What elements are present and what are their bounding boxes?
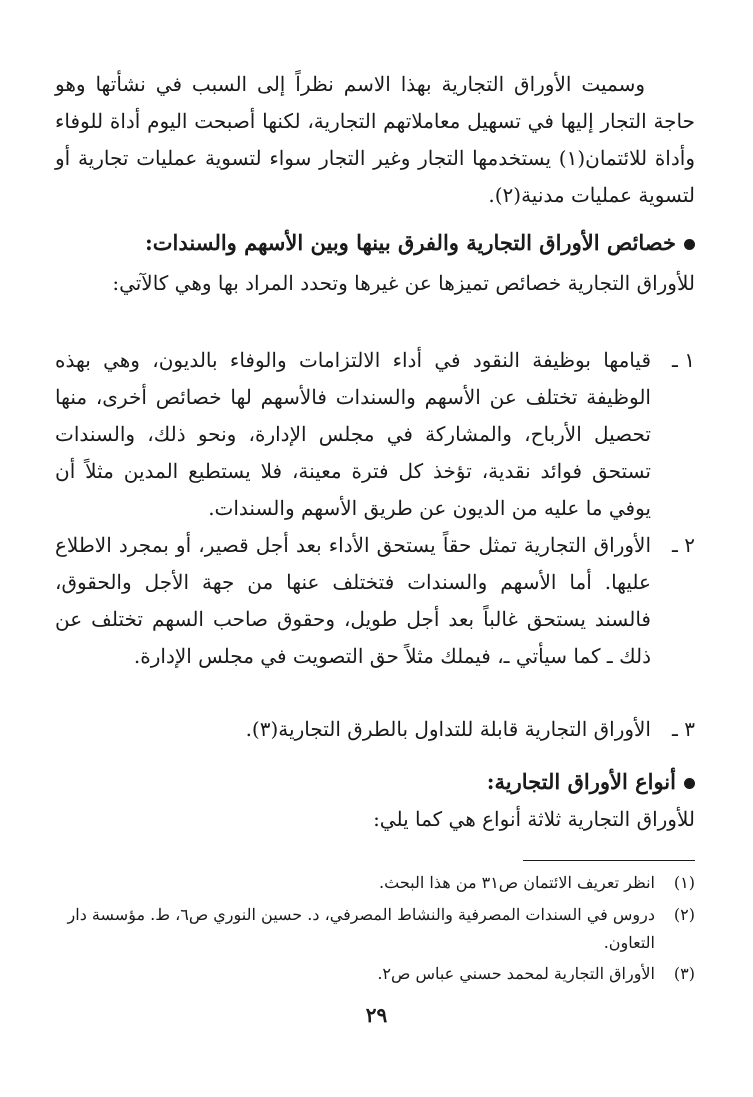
footnote bbox=[55, 901, 695, 957]
section-heading-types bbox=[55, 765, 695, 799]
footnote-text: انظر تعريف الائتمان ص٣١ من هذا البحث. bbox=[379, 873, 655, 892]
intro-paragraph bbox=[55, 66, 695, 214]
footnote bbox=[55, 869, 695, 897]
footnote-divider bbox=[523, 860, 695, 861]
footnote bbox=[55, 960, 695, 988]
footnote-text: الأوراق التجارية لمحمد حسني عباس ص٢. bbox=[377, 964, 655, 983]
list-item-number: ٣ ـ bbox=[672, 717, 695, 741]
section-intro-paragraph: للأوراق التجارية خصائص تميزها عن غيرها وتحدد المراد بها وهي كالآتي: bbox=[112, 271, 695, 295]
list-item-text: قيامها بوظيفة النقود في أداء الالتزامات والوفاء بالديون، وهي بهذه الوظيفة تختلف عن الأسهم والسندات فالأسهم لها خصائص أخرى، منها تحصيل الأرباح، والمشاركة في مجلس الإدارة، ونحو ذلك، والسندات تستحق فوائد نقدية، تؤخذ كل فترة معينة، فلا يستطيع المدين مثلاً أن يوفي ما عليه من الديون عن طريق الأسهم والسندات. bbox=[55, 348, 651, 520]
list-item-number: ٢ ـ bbox=[672, 533, 695, 557]
list-item bbox=[55, 342, 695, 527]
list-item-text: الأوراق التجارية تمثل حقاً يستحق الأداء بعد أجل قصير، أو بمجرد الاطلاع عليها. أما الأسهم والسندات فتختلف عنها من جهة الأجل والحقوق، فالسند يستحق غالباً بعد أجل طويل، وحقوق صاحب السهم تختلف عن ذلك ـ كما سيأتي ـ، فيملك مثلاً حق التصويت في مجلس الإدارة. bbox=[55, 533, 651, 668]
list-item-text: الأوراق التجارية قابلة للتداول بالطرق التجارية(٣). bbox=[245, 717, 651, 741]
section-intro-paragraph: للأوراق التجارية ثلاثة أنواع هي كما يلي: bbox=[373, 807, 695, 831]
page-number: ٢٩ bbox=[365, 1003, 388, 1027]
footnote-number: (٢) bbox=[673, 905, 695, 924]
footnote-text: دروس في السندات المصرفية والنشاط المصرفي، د. حسين النوري ص٦، ط. مؤسسة دار التعاون. bbox=[67, 905, 655, 952]
bullet-icon bbox=[684, 239, 695, 250]
list-item-number: ١ ـ bbox=[672, 348, 695, 372]
list-item bbox=[55, 527, 695, 675]
footnote-number: (١) bbox=[673, 873, 695, 892]
intro-paragraph-text: وسميت الأوراق التجارية بهذا الاسم نظراً إلى السبب في نشأتها وهو حاجة التجار إليها في تسهيل معاملاتهم التجارية، لكنها أصبحت اليوم أداة للوفاء وأداة للائتمان(١) يستخدمها التجار وغير التجار سواء لتسوية عمليات تجارية أو لتسوية عمليات مدنية(٢). bbox=[55, 72, 695, 207]
section-heading-text: أنواع الأوراق التجارية: bbox=[486, 769, 676, 794]
section-heading-text: خصائص الأوراق التجارية والفرق بينها وبين الأسهم والسندات: bbox=[145, 230, 676, 255]
section-heading-characteristics bbox=[55, 226, 695, 260]
bullet-icon bbox=[684, 778, 695, 789]
footnote-number: (٣) bbox=[673, 964, 695, 983]
list-item bbox=[55, 711, 695, 748]
